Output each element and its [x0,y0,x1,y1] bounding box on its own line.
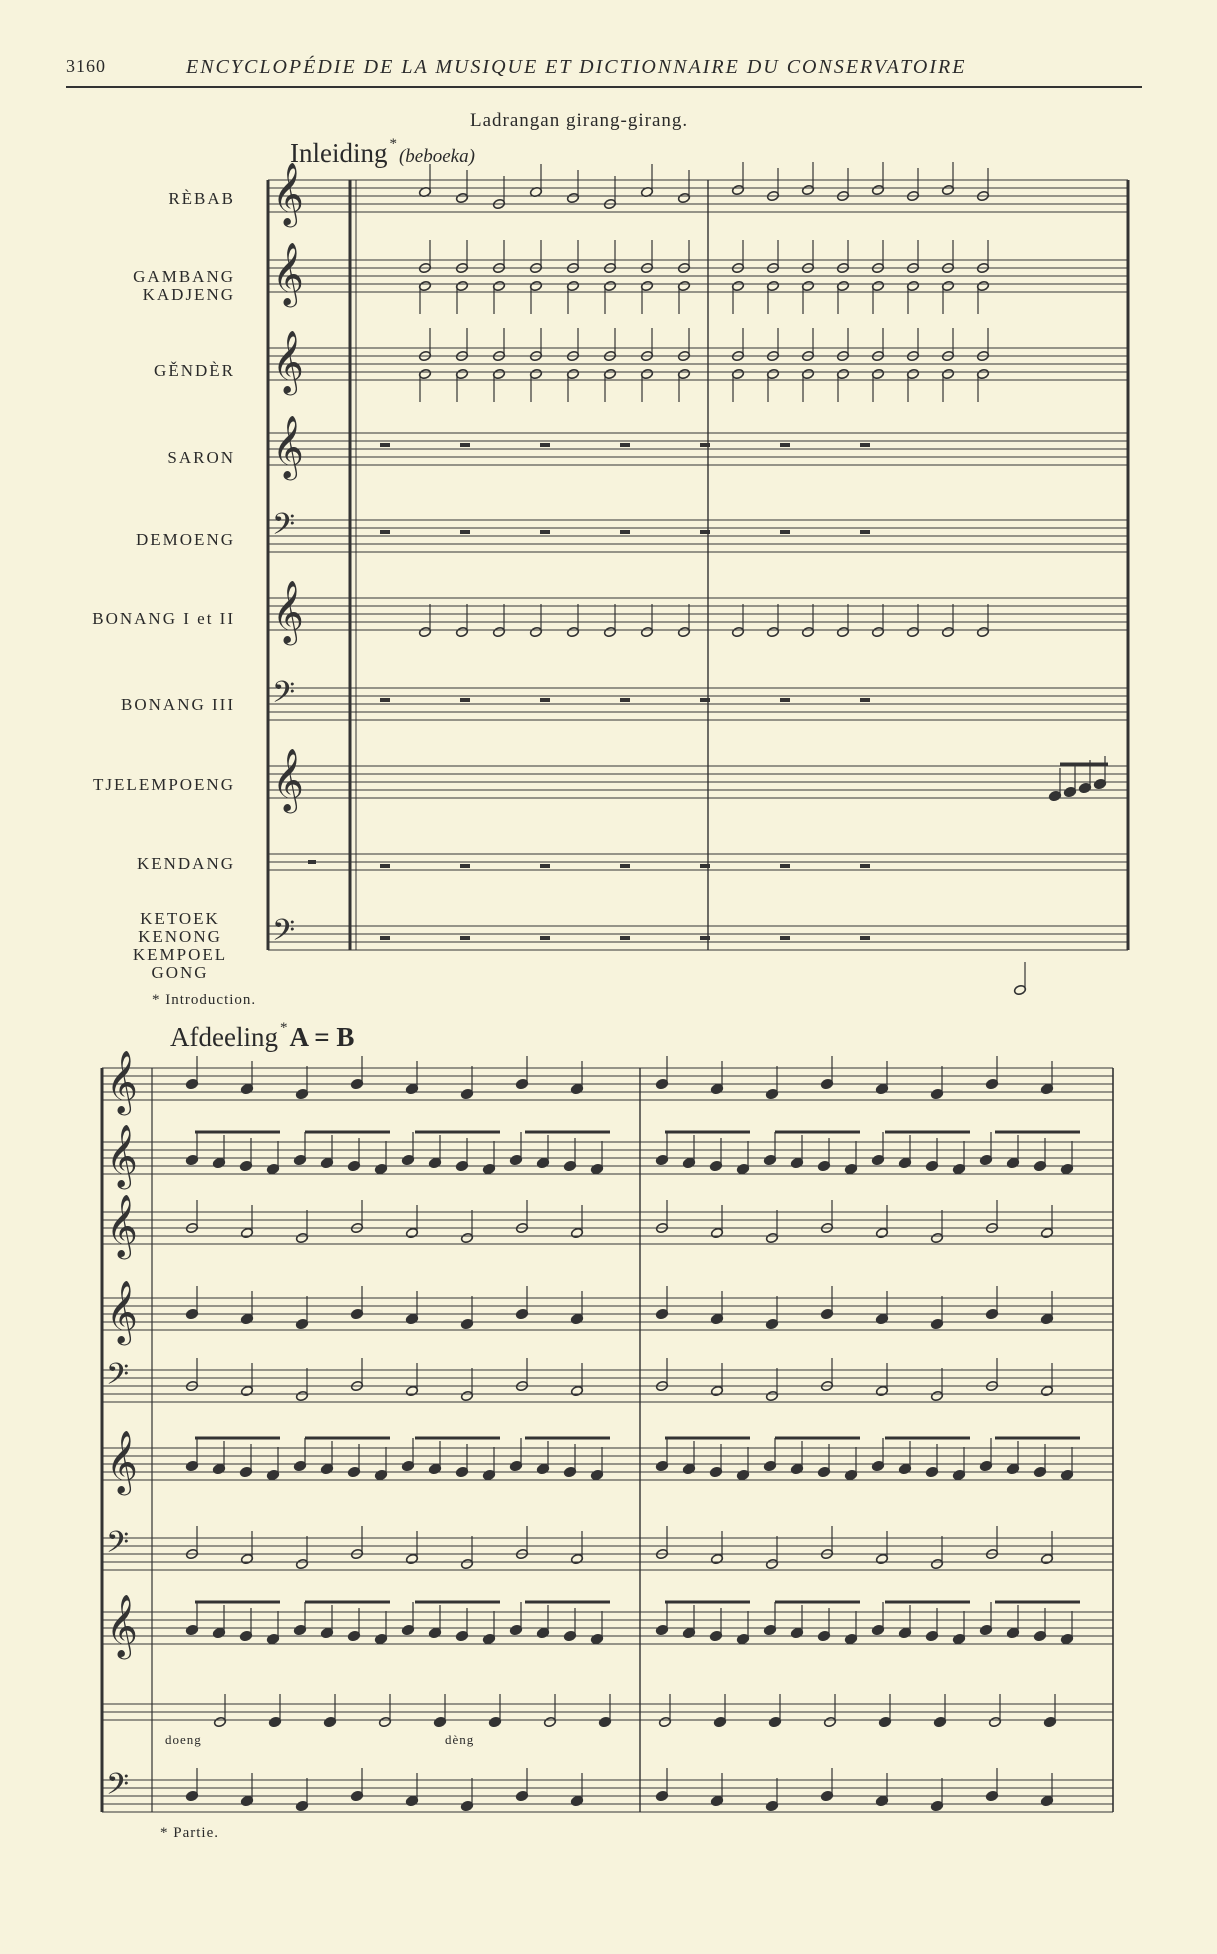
bass-clef-icon: 𝄢 [106,1768,130,1809]
treble-clef-icon: 𝄞 [272,242,304,305]
treble-clef-icon: 𝄞 [272,330,304,393]
treble-clef-icon: 𝄞 [272,580,304,643]
bass-clef-icon: 𝄢 [272,508,296,549]
kendang-lyric-deng: dèng [445,1732,475,1747]
footnote-introduction: * Introduction. [152,992,257,1008]
treble-clef-icon: 𝄞 [272,415,304,478]
rest-icon [540,698,550,702]
treble-clef-icon: 𝄞 [106,1280,138,1343]
bass-clef-icon: 𝄢 [106,1526,130,1567]
section-subtitle: (beboeka) [398,146,475,167]
bass-clef-icon: 𝄢 [272,914,296,955]
rest-icon [540,530,550,534]
section-title-suffix: A = B [289,1022,355,1052]
footnote-star: * [279,1020,288,1036]
rest-icon [860,530,870,534]
running-title: ENCYCLOPÉDIE DE LA MUSIQUE ET DICTIONNAIRE DU CONSERVATOIRE [186,56,967,78]
rest-icon [460,443,470,447]
rest-icon [380,936,390,940]
treble-clef-icon: 𝄞 [106,1194,138,1257]
rest-icon [780,443,790,447]
treble-clef-icon: 𝄞 [272,748,304,811]
page-number: 3160 [66,56,106,76]
footnote-star: * [389,136,397,152]
instrument-label-bonang-3: BONANG III [121,695,235,714]
instrument-label-gender: GĚNDÈR [154,361,235,380]
rest-icon [380,443,390,447]
instrument-label-gongs: KETOEK KENONG KEMPOEL GONG [132,909,228,982]
rest-icon [860,698,870,702]
rest-icon [460,530,470,534]
rest-icon [460,864,470,868]
instrument-label-saron: SARON [167,448,235,467]
treble-clef-icon: 𝄞 [106,1050,138,1113]
treble-clef-icon: 𝄞 [106,1124,138,1187]
bass-clef-icon: 𝄢 [106,1358,130,1399]
treble-clef-icon: 𝄞 [106,1430,138,1493]
rest-icon [780,698,790,702]
instrument-label-kendang: KENDANG [136,854,235,873]
kendang-lyric-doeng: doeng [165,1732,202,1747]
rest-icon [620,530,630,534]
rest-icon [308,860,316,864]
treble-clef-icon: 𝄞 [106,1594,138,1657]
section-title-text: Afdeeling [170,1022,278,1052]
rest-icon [460,698,470,702]
rest-icon [540,864,550,868]
rest-icon [380,864,390,868]
instrument-label-gambang: GAMBANG KADJENG [133,267,235,304]
rest-icon [620,443,630,447]
instrument-label-bonang-1-2: BONANG I et II [92,609,235,628]
treble-clef-icon: 𝄞 [272,162,304,225]
rest-icon [780,936,790,940]
footnote-partie: * Partie. [160,1825,219,1841]
rest-icon [380,530,390,534]
rest-icon [780,530,790,534]
rest-icon [620,698,630,702]
rest-icon [620,936,630,940]
section-title-text: Inleiding [290,138,388,168]
instrument-label-tjelempoeng: TJELEMPOENG [93,775,235,794]
rest-icon [860,936,870,940]
rest-icon [540,443,550,447]
bass-clef-icon: 𝄢 [272,676,296,717]
instrument-label-demoeng: DEMOENG [136,530,235,549]
instrument-label-rebab: RÈBAB [168,189,235,208]
rest-icon [860,864,870,868]
rest-icon [460,936,470,940]
piece-title: Ladrangan girang-girang. [470,110,689,131]
rest-icon [620,864,630,868]
rest-icon [860,443,870,447]
rest-icon [380,698,390,702]
rest-icon [780,864,790,868]
rest-icon [540,936,550,940]
